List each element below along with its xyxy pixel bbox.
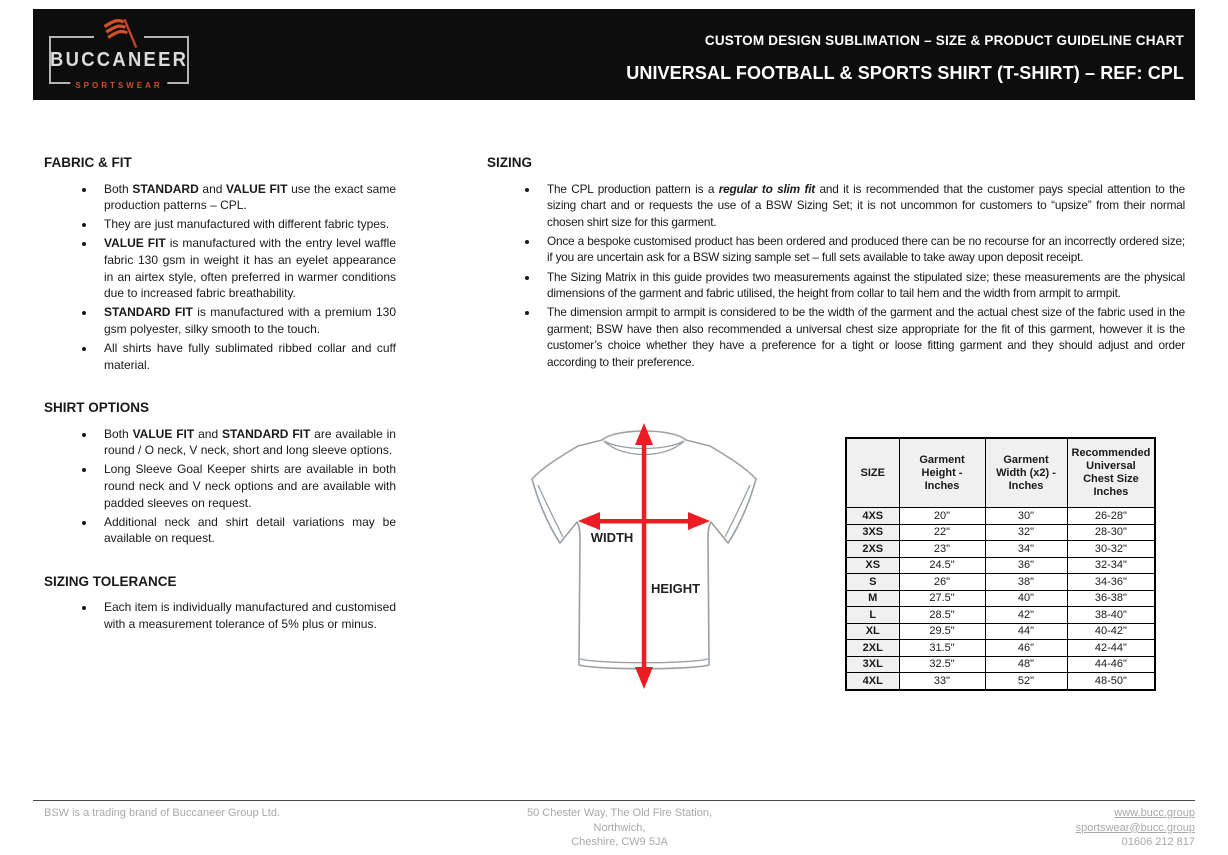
measurement-cell: 46" bbox=[985, 640, 1067, 657]
measurement-cell: 36" bbox=[985, 557, 1067, 574]
measurement-cell: 38" bbox=[985, 574, 1067, 591]
table-row bbox=[846, 557, 1155, 574]
measurement-cell: 40" bbox=[985, 590, 1067, 607]
measurement-cell: 27.5" bbox=[899, 590, 985, 607]
emphasized-text: regular to slim fit bbox=[718, 181, 815, 196]
footer bbox=[33, 800, 1195, 850]
measurement-cell: 34-36" bbox=[1067, 574, 1155, 591]
emphasized-text: VALUE FIT bbox=[226, 181, 288, 196]
tshirt-measurement-diagram bbox=[500, 413, 788, 705]
body-text: is manufactured with a premium 130 gsm polyester, silky smooth to the touch. bbox=[104, 305, 396, 336]
column-header: Garment Height - Inches bbox=[899, 438, 985, 508]
column-header: Recommended Universal Chest Size Inches bbox=[1067, 438, 1155, 508]
bullet-item bbox=[96, 461, 396, 511]
measurement-cell: 22" bbox=[899, 524, 985, 541]
measurement-cell: 28.5" bbox=[899, 607, 985, 624]
table-row bbox=[846, 574, 1155, 591]
measurement-cell: 42" bbox=[985, 607, 1067, 624]
body-text: Both bbox=[104, 426, 133, 441]
bullet-item bbox=[96, 599, 396, 632]
table-row bbox=[846, 607, 1155, 624]
measurement-cell: 40-42" bbox=[1067, 623, 1155, 640]
table-row bbox=[846, 508, 1155, 525]
table-row bbox=[846, 673, 1155, 690]
size-cell: 4XS bbox=[846, 508, 899, 525]
emphasized-text: VALUE FIT bbox=[132, 426, 195, 441]
body-text: Both bbox=[104, 181, 133, 196]
sizing-matrix-table bbox=[845, 437, 1156, 691]
measurement-cell: 26-28" bbox=[1067, 508, 1155, 525]
left-column bbox=[44, 155, 396, 660]
table-row bbox=[846, 590, 1155, 607]
height-label: HEIGHT bbox=[651, 581, 701, 596]
body-text: Long Sleeve Goal Keeper shirts are available in both round neck and V neck options and are available with padded sleeves on request. bbox=[104, 462, 396, 510]
measurement-cell: 44" bbox=[985, 623, 1067, 640]
flag-icon bbox=[94, 16, 144, 50]
bullet-list bbox=[44, 426, 396, 547]
body-text: use the exact same production patterns – CPL. bbox=[104, 181, 396, 213]
size-cell: XS bbox=[846, 557, 899, 574]
body-text: and bbox=[194, 426, 222, 441]
body-text: The dimension armpit to armpit is considered to be the width of the garment and the actual chest size of the fabric used in the garment; BSW have then also recommended a universal chest size appropriate for the fit of this garment, however it is the customer’s choice whether they have a preference for a tight or loose fitting garment and they should adjust and order according to their preference. bbox=[547, 305, 1185, 370]
table-row bbox=[846, 524, 1155, 541]
measurement-cell: 23" bbox=[899, 541, 985, 558]
emphasized-text: STANDARD FIT bbox=[104, 305, 193, 320]
measurement-cell: 31.5" bbox=[899, 640, 985, 657]
bullet-item bbox=[539, 233, 1185, 266]
bullet-item bbox=[96, 514, 396, 547]
body-text: All shirts have fully sublimated ribbed collar and cuff material. bbox=[104, 340, 396, 372]
size-cell: L bbox=[846, 607, 899, 624]
body-text: The Sizing Matrix in this guide provides two measurements against the stipulated size; these measurements are the physical dimensions of the garment and fabric utilised, the height from collar to tail hem and the width from armpit to armpit. bbox=[547, 269, 1185, 301]
bullet-item bbox=[539, 269, 1185, 302]
body-text: The CPL production pattern is a bbox=[547, 181, 719, 196]
body-text: Additional neck and shirt detail variations may be available on request. bbox=[104, 514, 396, 546]
measurement-cell: 34" bbox=[985, 541, 1067, 558]
body-text: Once a bespoke customised product has been ordered and produced there can be no recourse for an incorrectly ordered size; if you are uncertain ask for a BSW sizing sample set – full sets available to take away upon deposit receipt. bbox=[547, 233, 1185, 265]
brand-name: BUCCANEER bbox=[49, 48, 189, 71]
size-cell: 2XS bbox=[846, 541, 899, 558]
measurement-cell: 52" bbox=[985, 673, 1067, 690]
emphasized-text: VALUE FIT bbox=[104, 236, 166, 251]
measurement-cell: 26" bbox=[899, 574, 985, 591]
address-line: Cheshire, CW9 5JA bbox=[571, 836, 668, 849]
table-row bbox=[846, 640, 1155, 657]
body-text: and bbox=[198, 181, 227, 196]
bullet-item bbox=[96, 304, 396, 337]
measurement-cell: 20" bbox=[899, 508, 985, 525]
measurement-cell: 29.5" bbox=[899, 623, 985, 640]
body-text: They are just manufactured with different fabric types. bbox=[104, 217, 390, 232]
measurement-cell: 48" bbox=[985, 656, 1067, 673]
bullet-item bbox=[96, 181, 396, 214]
bullet-item bbox=[539, 181, 1185, 231]
bullet-item bbox=[96, 426, 396, 459]
column-header: Garment Width (x2) - Inches bbox=[985, 438, 1067, 508]
bullet-item bbox=[539, 304, 1185, 370]
width-label: WIDTH bbox=[590, 530, 634, 545]
measurement-cell: 36-38" bbox=[1067, 590, 1155, 607]
measurement-cell: 38-40" bbox=[1067, 607, 1155, 624]
measurement-cell: 30" bbox=[985, 508, 1067, 525]
header-titles bbox=[189, 9, 1195, 100]
column-header: SIZE bbox=[846, 438, 899, 508]
measurement-cell: 42-44" bbox=[1067, 640, 1155, 657]
body-text: is manufactured with the entry level waffle fabric 130 gsm in weight it has an eyelet appearance in an airtex style, often preferred in warmer conditions due to increased fabric breathability. bbox=[104, 236, 396, 301]
measurement-cell: 44-46" bbox=[1067, 656, 1155, 673]
body-text: and it is recommended that the customer pays special attention to the sizing chart and or requests the use of a BSW Sizing Set; it is not uncommon for customers to “upsize” from their normal chosen shirt size for this garment. bbox=[547, 181, 1185, 229]
footer-trading-statement: BSW is a trading brand of Buccaneer Group Ltd. bbox=[44, 807, 281, 819]
address-line: Northwich, bbox=[593, 821, 646, 834]
measurement-cell: 30-32" bbox=[1067, 541, 1155, 558]
footer-contact bbox=[811, 806, 1195, 850]
section-heading: FABRIC & FIT bbox=[44, 155, 132, 170]
right-column bbox=[487, 155, 1185, 398]
header-bar bbox=[33, 9, 1195, 100]
bullet-item bbox=[96, 216, 396, 233]
table-row bbox=[846, 541, 1155, 558]
bullet-item bbox=[96, 340, 396, 373]
measurement-cell: 32" bbox=[985, 524, 1067, 541]
bullet-list bbox=[44, 599, 396, 632]
phone-number: 01606 212 817 bbox=[1121, 836, 1196, 849]
measurement-cell: 24.5" bbox=[899, 557, 985, 574]
measurement-cell: 33" bbox=[899, 673, 985, 690]
bullet-item bbox=[96, 235, 396, 301]
email-link[interactable]: sportswear@bucc.group bbox=[1075, 821, 1196, 834]
body-text: are available in round / O neck, V neck, short and long sleeve options. bbox=[104, 426, 396, 458]
measurement-cell: 28-30" bbox=[1067, 524, 1155, 541]
table-row bbox=[846, 623, 1155, 640]
size-cell: 4XL bbox=[846, 673, 899, 690]
section-heading: SIZING bbox=[487, 155, 533, 170]
size-cell: 2XL bbox=[846, 640, 899, 657]
size-cell: 3XL bbox=[846, 656, 899, 673]
bullet-list bbox=[487, 181, 1185, 371]
size-cell: 3XS bbox=[846, 524, 899, 541]
emphasized-text: STANDARD bbox=[132, 181, 199, 196]
measurement-cell: 32.5" bbox=[899, 656, 985, 673]
size-cell: M bbox=[846, 590, 899, 607]
body-text: Each item is individually manufactured and customised with a measurement tolerance of 5% plus or minus. bbox=[104, 600, 396, 632]
bullet-list bbox=[44, 181, 396, 374]
website-link[interactable]: www.bucc.group bbox=[1114, 807, 1196, 819]
table-row bbox=[846, 656, 1155, 673]
section-heading: SIZING TOLERANCE bbox=[44, 573, 177, 589]
size-cell: S bbox=[846, 574, 899, 591]
document-subtitle: CUSTOM DESIGN SUBLIMATION – SIZE & PRODUCT GUIDELINE CHART bbox=[704, 33, 1184, 48]
address-line: 50 Chester Way, The Old Fire Station, bbox=[526, 807, 713, 819]
footer-address bbox=[428, 806, 812, 850]
measurement-cell: 32-34" bbox=[1067, 557, 1155, 574]
table-header-row bbox=[846, 438, 1155, 508]
section-heading: SHIRT OPTIONS bbox=[44, 400, 150, 416]
emphasized-text: STANDARD FIT bbox=[222, 426, 311, 441]
measurement-cell: 48-50" bbox=[1067, 673, 1155, 690]
brand-logo bbox=[49, 36, 189, 90]
document-title: UNIVERSAL FOOTBALL & SPORTS SHIRT (T-SHIRT) – REF: CPL bbox=[626, 63, 1184, 83]
size-cell: XL bbox=[846, 623, 899, 640]
brand-subtitle: SPORTSWEAR bbox=[70, 81, 167, 90]
